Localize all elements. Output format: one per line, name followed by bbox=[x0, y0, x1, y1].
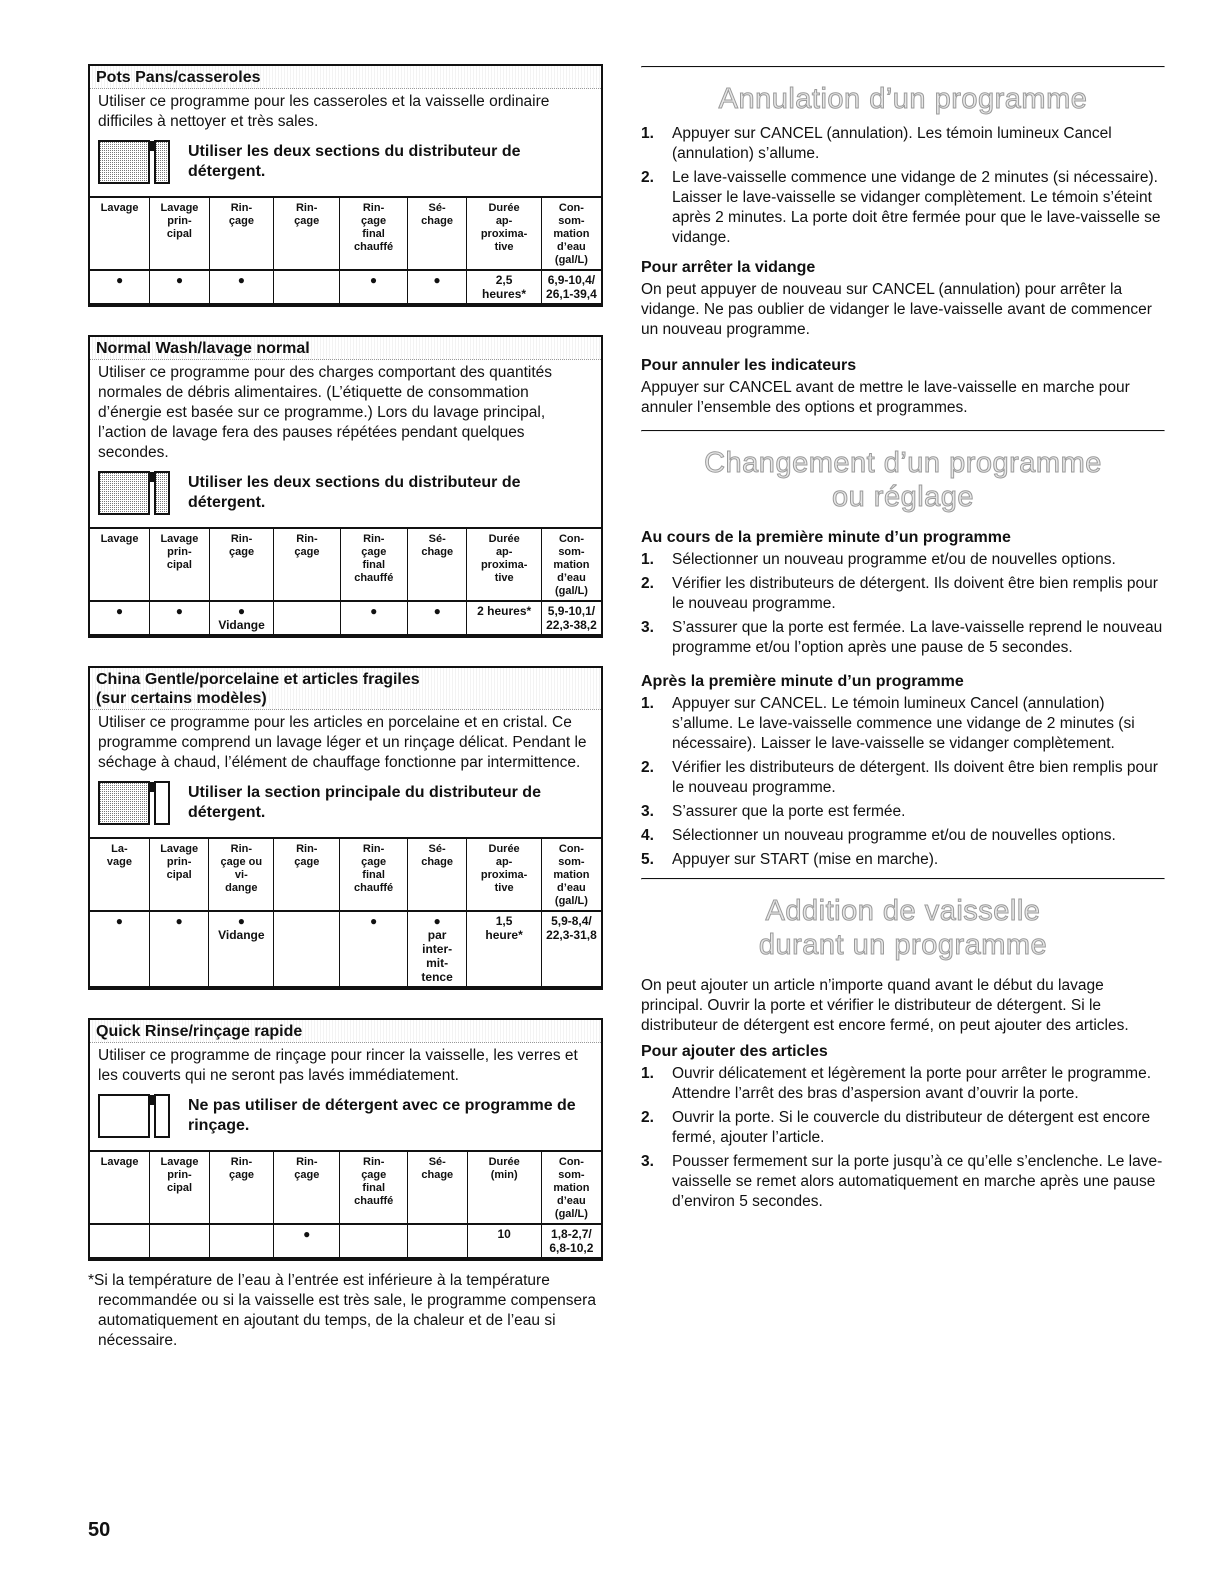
table-cell bbox=[90, 1224, 150, 1259]
column-header: Rin- çage bbox=[274, 838, 340, 911]
column-header: Rin- çage final chauffé bbox=[340, 838, 407, 911]
column-header: Rin- çage bbox=[209, 197, 273, 270]
table-cell: ● bbox=[408, 601, 467, 636]
cycle-subtitle: (sur certains modèles) bbox=[96, 690, 267, 707]
cycle-title-text: Pots Pans/casseroles bbox=[96, 69, 261, 86]
subheading: Pour arrêter la vidange bbox=[641, 259, 816, 276]
column-header: Rin- çage final chauffé bbox=[340, 528, 407, 601]
column-header: Lavage bbox=[90, 528, 150, 601]
table-row bbox=[90, 601, 601, 636]
cycle-description: Utiliser ce programme pour les casseroles et la vaisselle ordinaire difficiles à nettoyer et très sales. bbox=[98, 93, 550, 130]
list-item: 3. S’assurer que la porte est fermée. bbox=[641, 803, 906, 820]
addition-title: Addition de vaisselle bbox=[765, 895, 1041, 927]
column-header: Lavage prin- cipal bbox=[150, 1151, 210, 1224]
column-header: Durée ap- proxima- tive bbox=[467, 528, 541, 601]
subheading: Au cours de la première minute d’un programme bbox=[641, 529, 1011, 546]
column-header: Rin- çage final chauffé bbox=[340, 197, 408, 270]
cycle-description: Utiliser ce programme pour des charges comportant des quantités normales de débris alimentaires. (L’étiquette de consommation d’énergie est basée sur ce programme.) Lors du lavage principal, l’action de lavage fera des pauses répétées pendant quelques secondes. bbox=[98, 364, 553, 461]
list-item: 4. Sélectionner un nouveau programme et/ou de nouvelles options. bbox=[641, 827, 1116, 844]
table-cell: ● bbox=[150, 601, 210, 636]
table-cell: ● Vidange bbox=[209, 911, 274, 988]
section-rule bbox=[641, 66, 1165, 68]
addition-steps bbox=[641, 1064, 1165, 1212]
list-item: 1. Appuyer sur CANCEL (annulation). Les témoin lumineux Cancel (annulation) s’allume. bbox=[641, 125, 1112, 162]
cycle-box bbox=[88, 1018, 603, 1261]
cycle-description: Utiliser ce programme de rinçage pour rincer la vaisselle, les verres et les couverts qui ne seront pas lavés immédiatement. bbox=[98, 1047, 578, 1084]
column-header: Sé- chage bbox=[408, 528, 467, 601]
list-item: 3. Pousser fermement sur la porte jusqu’à ce qu’elle s’enclenche. Le lave-vaisselle se remet alors automatiquement en marche après une pause d’environ 5 secondes. bbox=[641, 1153, 1163, 1210]
table-cell: ● bbox=[407, 270, 467, 305]
changement-steps-1 bbox=[641, 550, 1165, 658]
cycle-title-text: Normal Wash/lavage normal bbox=[96, 340, 310, 357]
column-header: Con- som- mation d’eau (gal/L) bbox=[553, 1156, 590, 1220]
column-header: Con- som- mation d’eau (gal/L) bbox=[553, 202, 590, 266]
cycle-box bbox=[88, 335, 603, 638]
column-header: Lavage prin- cipal bbox=[149, 838, 209, 911]
column-header: Sé- chage bbox=[407, 197, 467, 270]
subheading: Après la première minute d’un programme bbox=[641, 673, 964, 690]
list-item: 3. S’assurer que la porte est fermée. La lave-vaisselle reprend le nouveau programme et/ou l’option après une pause de 5 secondes. bbox=[641, 619, 1163, 656]
cycle-spec-table bbox=[90, 196, 601, 307]
detergent-text: Utiliser les deux sections du distributeur de détergent. bbox=[188, 143, 521, 180]
main-cup-icon bbox=[98, 781, 172, 825]
table-cell bbox=[408, 1224, 468, 1259]
detergent-instruction bbox=[90, 467, 601, 527]
cycle-box bbox=[88, 666, 603, 990]
table-cell: ● bbox=[340, 911, 407, 988]
table-cell: ● bbox=[209, 270, 273, 305]
cycle-spec-table bbox=[90, 527, 601, 638]
cycle-title bbox=[90, 66, 601, 89]
addition-title-line2: durant un programme bbox=[758, 929, 1048, 961]
footnote-text: *Si la température de l’eau à l’entrée est inférieure à la température recommandée ou si la vaisselle est très sale, le programme compensera automatiquement en ajoutant du temps, de la chaleur et de l’eau si nécessaire. bbox=[88, 1272, 596, 1349]
table-bottom-rule bbox=[90, 305, 601, 307]
table-cell: 5,9-10,1/ 22,3-38,2 bbox=[541, 601, 601, 636]
changement-title-line2: ou réglage bbox=[831, 481, 975, 513]
page-number: 50 bbox=[88, 1519, 111, 1541]
column-header: Rin- çage final chauffé bbox=[340, 1151, 408, 1224]
column-header: Sé- chage bbox=[408, 1151, 468, 1224]
column-header: Lavage prin- cipal bbox=[150, 197, 210, 270]
table-cell: ● bbox=[90, 270, 150, 305]
table-cell: 1,8-2,7/ 6,8-10,2 bbox=[541, 1224, 601, 1259]
detergent-instruction bbox=[90, 777, 601, 837]
table-row bbox=[90, 270, 601, 305]
column-header: Rin- çage bbox=[274, 528, 340, 601]
table-cell bbox=[274, 601, 340, 636]
table-row bbox=[90, 911, 601, 988]
paragraph: Appuyer sur CANCEL avant de mettre le lave-vaisselle en marche pour annuler l’ensemble des options et programmes. bbox=[641, 379, 1130, 416]
table-bottom-rule bbox=[90, 636, 601, 638]
column-header: Sé- chage bbox=[407, 838, 467, 911]
section-rule bbox=[641, 430, 1165, 432]
cycle-title-text: China Gentle/porcelaine et articles fragiles bbox=[96, 671, 420, 688]
table-row bbox=[90, 1224, 601, 1259]
column-header: Rin- çage bbox=[209, 1151, 273, 1224]
both-cups-icon bbox=[98, 471, 172, 515]
column-header: Lavage bbox=[90, 1151, 150, 1224]
table-cell bbox=[274, 270, 340, 305]
section-rule bbox=[641, 878, 1165, 880]
table-bottom-rule bbox=[90, 1259, 601, 1261]
table-cell bbox=[274, 911, 340, 988]
table-bottom-rule bbox=[90, 988, 601, 990]
column-header: Rin- çage bbox=[274, 197, 340, 270]
table-cell: 5,9-8,4/ 22,3-31,8 bbox=[541, 911, 601, 988]
annulation-title: Annulation d’un programme bbox=[718, 83, 1088, 115]
cycle-spec-table bbox=[90, 837, 601, 990]
list-item: 2. Vérifier les distributeurs de détergent. Ils doivent être bien remplis pour le nouveau programme. bbox=[641, 575, 1158, 612]
paragraph: On peut ajouter un article n’importe quand avant le début du lavage principal. Ouvrir la porte et vérifier le distributeur de détergent. Si le distributeur de détergent est encore fermé, on peut ajouter des articles. bbox=[641, 977, 1129, 1034]
detergent-text: Utiliser les deux sections du distributeur de détergent. bbox=[188, 474, 521, 511]
instructions-column bbox=[641, 66, 1165, 1216]
list-item: 2. Vérifier les distributeurs de détergent. Ils doivent être bien remplis pour le nouveau programme. bbox=[641, 759, 1158, 796]
changement-title: Changement d’un programme bbox=[704, 447, 1102, 479]
cycle-box bbox=[88, 64, 603, 307]
empty-cups-icon bbox=[98, 1094, 172, 1138]
detergent-instruction bbox=[90, 1090, 601, 1150]
table-cell: ● par inter- mit- tence bbox=[407, 911, 467, 988]
annulation-steps bbox=[641, 124, 1165, 248]
table-cell: ● bbox=[274, 1224, 340, 1259]
list-item: 2. Le lave-vaisselle commence une vidange de 2 minutes (si nécessaire). Laisser le lave-vaisselle se vidanger complètement. Le témoin s’éteint après 2 minutes. La porte doit être fermée pour que le lave-vaisselle se vidange. bbox=[641, 169, 1161, 246]
both-cups-icon bbox=[98, 140, 172, 184]
column-header: Con- som- mation d’eau (gal/L) bbox=[553, 533, 590, 597]
column-header: Rin- çage bbox=[209, 528, 274, 601]
list-item: 1. Sélectionner un nouveau programme et/ou de nouvelles options. bbox=[641, 551, 1116, 568]
cycle-column bbox=[88, 64, 603, 1351]
column-header: La- vage bbox=[90, 838, 149, 911]
column-header: Durée ap- proxima- tive bbox=[467, 197, 542, 270]
cycle-description: Utiliser ce programme pour les articles en porcelaine et en cristal. Ce programme comprend un lavage léger et un rinçage délicat. Pendant le séchage à chaud, l’élément de chauffage fonctionne par intermittence. bbox=[98, 714, 587, 771]
column-header: Lavage bbox=[90, 197, 150, 270]
table-cell: 2,5 heures* bbox=[467, 270, 542, 305]
detergent-instruction bbox=[90, 136, 601, 196]
cycle-title bbox=[90, 668, 601, 710]
table-cell: ● bbox=[90, 601, 150, 636]
table-cell bbox=[209, 1224, 273, 1259]
detergent-text: Utiliser la section principale du distributeur de détergent. bbox=[188, 784, 541, 821]
column-header: Durée (min) bbox=[467, 1151, 541, 1224]
table-cell bbox=[340, 1224, 408, 1259]
table-cell bbox=[150, 1224, 210, 1259]
footnote bbox=[88, 1271, 603, 1351]
list-item: 5. Appuyer sur START (mise en marche). bbox=[641, 851, 939, 868]
table-cell: 6,9-10,4/ 26,1-39,4 bbox=[541, 270, 601, 305]
column-header: Durée ap- proxima- tive bbox=[467, 838, 541, 911]
table-cell: ● Vidange bbox=[209, 601, 274, 636]
column-header: Con- som- mation d’eau (gal/L) bbox=[553, 843, 590, 907]
paragraph: On peut appuyer de nouveau sur CANCEL (annulation) pour arrêter la vidange. Ne pas oublier de vidanger le lave-vaisselle avant de commencer un nouveau programme. bbox=[641, 281, 1152, 338]
changement-steps-2 bbox=[641, 694, 1165, 870]
table-cell: 10 bbox=[467, 1224, 541, 1259]
detergent-text: Ne pas utiliser de détergent avec ce programme de rinçage. bbox=[188, 1097, 576, 1134]
table-cell: 1,5 heure* bbox=[467, 911, 541, 988]
list-item: 1. Appuyer sur CANCEL. Le témoin lumineux Cancel (annulation) s’allume. Le lave-vaisselle commence une vidange de 2 minutes (si nécessaire). Laisser le lave-vaisselle se vidanger complètement. bbox=[641, 695, 1135, 752]
table-cell: ● bbox=[90, 911, 149, 988]
table-cell: 2 heures* bbox=[467, 601, 541, 636]
cycle-title bbox=[90, 1020, 601, 1043]
cycle-spec-table bbox=[90, 1150, 601, 1261]
cycle-title-text: Quick Rinse/rinçage rapide bbox=[96, 1023, 303, 1040]
column-header: Lavage prin- cipal bbox=[150, 528, 210, 601]
table-cell: ● bbox=[340, 601, 407, 636]
list-item: 1. Ouvrir délicatement et légèrement la porte pour arrêter le programme. Attendre l’arrêt des bras d’aspersion avant d’ouvrir la porte. bbox=[641, 1065, 1151, 1102]
column-header: Rin- çage bbox=[274, 1151, 340, 1224]
list-item: 2. Ouvrir la porte. Si le couvercle du distributeur de détergent est encore fermé, ajouter l’article. bbox=[641, 1109, 1151, 1146]
table-cell: ● bbox=[340, 270, 408, 305]
table-cell: ● bbox=[150, 270, 210, 305]
column-header: Rin- çage ou vi- dange bbox=[209, 838, 274, 911]
cycle-title bbox=[90, 337, 601, 360]
subheading: Pour annuler les indicateurs bbox=[641, 357, 857, 374]
table-cell: ● bbox=[149, 911, 209, 988]
subheading: Pour ajouter des articles bbox=[641, 1043, 828, 1060]
